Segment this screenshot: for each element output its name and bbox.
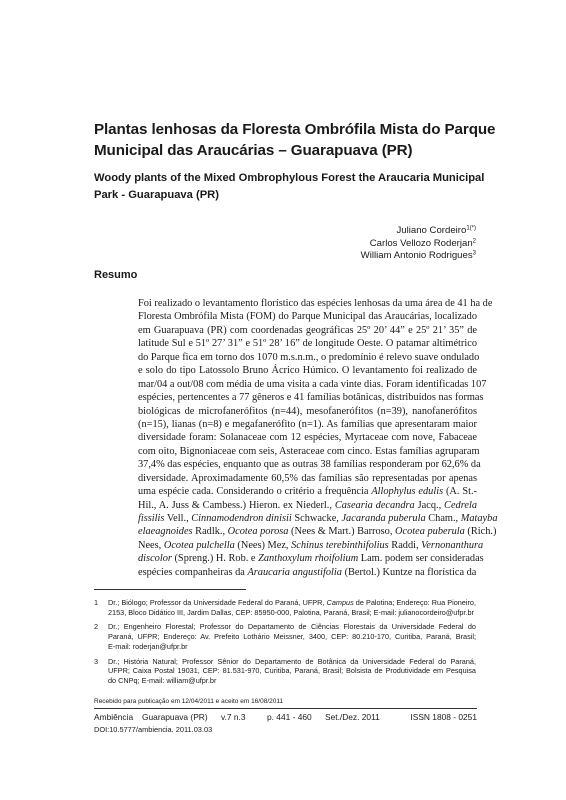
abstract-line: latitude Sul e 51º 27’ 31” e 51º 28’ 16” de longitude Oeste. O patamar altimétrico bbox=[138, 338, 477, 350]
footnote-2 bbox=[94, 622, 476, 651]
journal-citation-line bbox=[94, 712, 477, 724]
abstract-line: Foi realizado o levantamento florístico das espécies lenhosas da uma área de 41 ha de bbox=[138, 298, 493, 309]
title-en-line-2: Park - Guarapuava (PR) bbox=[94, 188, 219, 201]
abstract-line: com oito, Bignoniaceae com seis, Asteraceae com cinco. Estas famílias agruparam bbox=[138, 445, 480, 457]
footnote-divider bbox=[94, 589, 246, 590]
author-2 bbox=[300, 238, 476, 251]
abstract-line: uma espécie cada. Considerando o critério a frequência Allophylus edulis (A. St.- bbox=[138, 486, 477, 498]
footnote-3 bbox=[94, 657, 476, 686]
author-list bbox=[300, 225, 476, 263]
abstract-line: diversidade. Aproximadamente 60,5% das famílias são representadas por apenas bbox=[138, 472, 477, 484]
footnote-number: 1 bbox=[94, 598, 99, 607]
abstract-line: mar/04 a out/08 com média de uma visita a cada vinte dias. Foram identificadas 107 bbox=[138, 378, 487, 390]
abstract-line: Nees, Ocotea pulchella (Nees) Mez, Schinus terebinthifolius Raddi, Vernonanthura bbox=[138, 539, 484, 551]
journal-issn: ISSN 1808 - 0251 bbox=[410, 712, 477, 722]
author-name: Carlos Vellozo Roderjan bbox=[369, 237, 473, 249]
abstract-line: do Parque fica em torno dos 1070 m.s.n.m., o predomínio é relevo suave ondulado bbox=[138, 351, 480, 363]
footnote-line: 2153, Bloco Didático III, Jardim Dallas, CEP: 85950-000, Palotina, Paraná, Brasil; E-mail: julianocordeiro@ufpr.br bbox=[108, 607, 474, 617]
abstract-line: Hil., A. Juss & Cambess.) Hieron. ex Niederl., Casearia decandra Jacq., Cedrela bbox=[138, 499, 477, 511]
abstract-line: e solo do tipo Latossolo Bruno Ácrico Húmico. O levantamento foi realizado de bbox=[138, 365, 477, 377]
abstract-body bbox=[138, 297, 498, 579]
footnote-1 bbox=[94, 598, 476, 617]
journal-volume: v.7 n.3 bbox=[221, 712, 246, 722]
abstract-line: biológicas de microfanerófitos (n=44), mesofanerófitos (n=39), nanofanerófitos bbox=[138, 405, 477, 417]
footnotes bbox=[94, 598, 476, 691]
abstract-line: (n=15), lianas (n=8) e megafanerófito (n=1). As famílias que apresentaram maior bbox=[138, 418, 477, 430]
footer-divider bbox=[94, 708, 477, 709]
footnote-line: Dr.; História Natural; Professor Sênior do Departamento de Botânica da Universidade Federal do Paraná, bbox=[108, 656, 476, 666]
journal-city: Guarapuava (PR) bbox=[142, 712, 208, 722]
abstract-line: discolor (Spreng.) H. Rob. e Zanthoxylum rhoifolium Lam. podem ser consideradas bbox=[138, 553, 484, 565]
footnote-line: Paraná, UFPR; Endereço: Av. Prefeito Lothário Meissner, 3400, CEP: 80.210-170, Curitiba, Paraná, Brasil; bbox=[108, 632, 476, 642]
author-3 bbox=[300, 250, 476, 263]
journal-name: Ambiência bbox=[94, 712, 134, 722]
abstract-line: Floresta Ombrófila Mista (FOM) do Parque Municipal das Araucárias, localizado bbox=[138, 311, 477, 323]
abstract-line: espécies companheiras da Araucaria angustifolia (Bertol.) Kuntze na florística da bbox=[138, 566, 477, 578]
footnote-line: UFPR; Caixa Postal 19031, CEP: 81.531-970, Curitiba, Paraná, Brasil; Bolsista de Produtividade em Pesquisa bbox=[108, 666, 476, 676]
abstract-line: espécies, pertencentes a 77 gêneros e 41 famílias botânicas, distribuídos nas formas bbox=[138, 392, 484, 404]
footnote-line: Dr.; Biólogo; Professor da Universidade Federal do Paraná, UFPR, Campus de Palotina; Endereço: Rua Pioneiro, bbox=[108, 598, 477, 607]
footnote-number: 2 bbox=[94, 622, 99, 632]
article-title-pt bbox=[94, 119, 534, 161]
journal-date: Set./Dez. 2011 bbox=[325, 712, 380, 722]
doi: DOI:10.5777/ambiencia. 2011.03.03 bbox=[94, 725, 213, 734]
footnote-line: Dr.; Engenheiro Florestal; Professor do Departamento de Ciências Florestais da Universidade Federal do bbox=[108, 622, 476, 632]
abstract-line: em Guarapuava (PR) com coordenadas geográficas 25º 20’ 44” e 25º 21’ 35” de bbox=[138, 324, 477, 336]
title-pt-line-2: Municipal das Araucárias – Guarapuava (PR) bbox=[94, 142, 413, 159]
footnote-number: 3 bbox=[94, 656, 99, 666]
author-affiliation-mark: 3 bbox=[472, 250, 476, 257]
abstract-line: elaeagnoides Radlk., Ocotea porosa (Nees & Mart.) Barroso, Ocotea puberula (Rich.) bbox=[138, 526, 497, 538]
abstract-line: diversidade foram: Solanaceae com 12 espécies, Myrtaceae com nove, Fabaceae bbox=[138, 432, 477, 444]
author-1 bbox=[300, 225, 476, 238]
abstract-heading: Resumo bbox=[94, 269, 138, 281]
title-pt-line-1: Plantas lenhosas da Floresta Ombrófila Mista do Parque bbox=[94, 121, 496, 138]
author-affiliation-mark: 1(*) bbox=[466, 225, 476, 232]
footnote-line: do CNPq; E-mail: william@ufpr.br bbox=[108, 675, 217, 685]
author-name: William Antonio Rodrigues bbox=[360, 250, 473, 262]
title-en-line-1: Woody plants of the Mixed Ombrophylous Forest the Araucaria Municipal bbox=[94, 172, 485, 184]
received-date-note: Recebido para publicação em 12/04/2011 e aceito em 16/08/2011 bbox=[94, 698, 284, 705]
journal-pages: p. 441 - 460 bbox=[267, 712, 312, 722]
abstract-line: fissilis Vell., Cinnamodendron dinisii Schwacke, Jacaranda puberula Cham., Matayba bbox=[138, 513, 498, 524]
footnote-line: E-mail: roderjan@ufpr.br bbox=[108, 641, 188, 651]
author-affiliation-mark: 2 bbox=[472, 238, 476, 245]
abstract-line: 37,4% das espécies, enquanto que as outras 38 famílias responderam por 62,6% da bbox=[138, 459, 481, 471]
author-name: Juliano Cordeiro bbox=[396, 225, 467, 236]
article-title-en bbox=[94, 170, 534, 203]
